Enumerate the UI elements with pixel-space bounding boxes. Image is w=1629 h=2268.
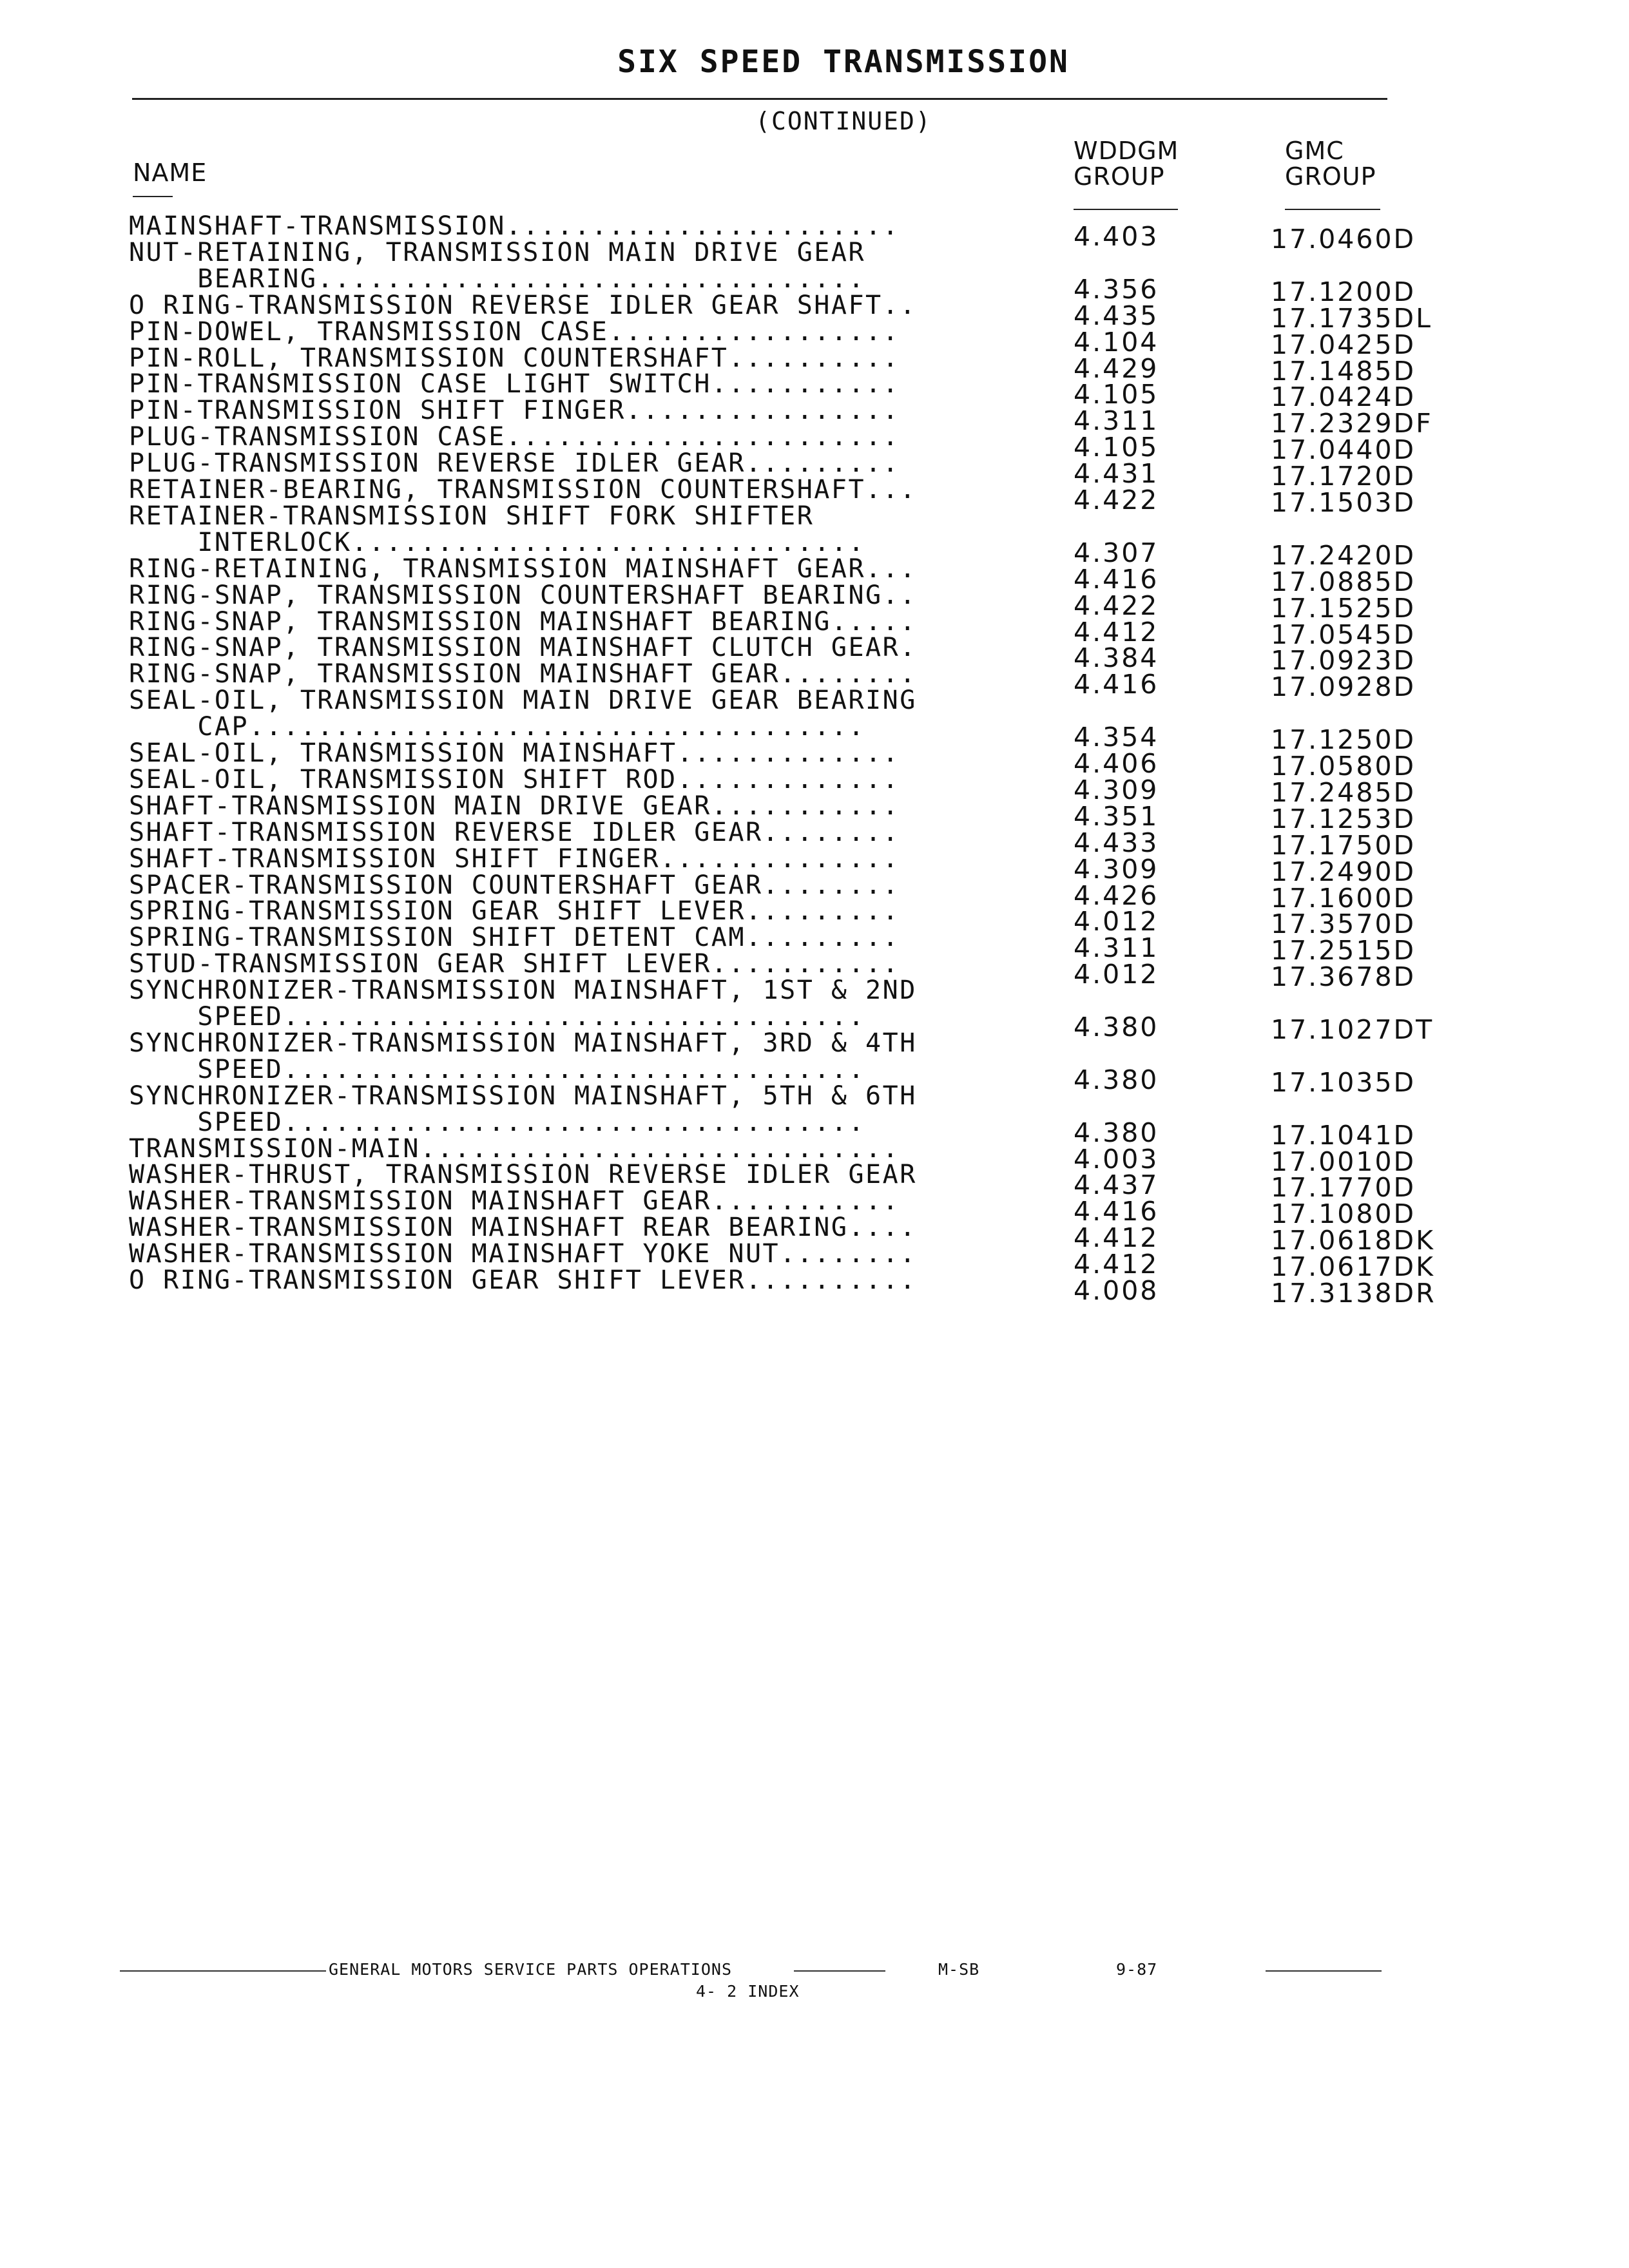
part-name: NUT-RETAINING, TRANSMISSION MAIN DRIVE GEAR	[129, 237, 866, 267]
part-name: SPACER-TRANSMISSION COUNTERSHAFT GEAR........	[129, 870, 900, 900]
gmc-group-value: 17.0617DK	[1271, 1251, 1436, 1283]
part-name: SEAL-OIL, TRANSMISSION MAINSHAFT.............	[129, 738, 900, 768]
gmc-group-value: 17.1600D	[1271, 882, 1416, 914]
wddgm-group-value: 4.309	[1074, 774, 1159, 805]
part-name: STUD-TRANSMISSION GEAR SHIFT LEVER...........	[129, 949, 900, 979]
part-name: PLUG-TRANSMISSION REVERSE IDLER GEAR.........	[129, 448, 900, 479]
part-name: PIN-TRANSMISSION SHIFT FINGER................	[129, 396, 900, 426]
part-name: MAINSHAFT-TRANSMISSION.......................	[129, 211, 900, 241]
wddgm-group-value: 4.356	[1074, 273, 1159, 305]
gmc-group-value: 17.1080D	[1271, 1198, 1416, 1230]
gmc-group-value: 17.1720D	[1271, 461, 1416, 492]
wddgm-group-value: 4.380	[1074, 1117, 1159, 1148]
wddgm-group-value: 4.008	[1074, 1275, 1159, 1306]
part-name: O RING-TRANSMISSION GEAR SHIFT LEVER..........	[129, 1265, 917, 1295]
gmc-group-value: 17.3570D	[1271, 908, 1416, 940]
wddgm-group-value: 4.412	[1074, 616, 1159, 648]
wddgm-group-value: 4.422	[1074, 590, 1159, 621]
column-header-gmc-group: GMC GROUP	[1285, 137, 1376, 191]
part-name: PIN-ROLL, TRANSMISSION COUNTERSHAFT..........	[129, 343, 900, 373]
gmc-group-value: 17.2329DF	[1271, 408, 1433, 439]
part-name: SYNCHRONIZER-TRANSMISSION MAINSHAFT, 5TH & 6TH	[129, 1081, 917, 1111]
part-name-continued: SPEED..................................	[129, 1054, 866, 1084]
gmc-group-value: 17.2485D	[1271, 776, 1416, 808]
wddgm-group-value: 4.429	[1074, 352, 1159, 384]
wddgm-group-value: 4.104	[1074, 326, 1159, 358]
wddgm-group-value: 4.311	[1074, 932, 1159, 964]
part-name: PIN-DOWEL, TRANSMISSION CASE.................	[129, 316, 900, 347]
wddgm-group-value: 4.105	[1074, 432, 1159, 463]
wddgm-group-value: 4.412	[1074, 1249, 1159, 1280]
gmc-group-value: 17.1503D	[1271, 487, 1416, 518]
wddgm-group-value: 4.380	[1074, 1064, 1159, 1095]
wddgm-group-value: 4.406	[1074, 748, 1159, 779]
part-name: WASHER-TRANSMISSION MAINSHAFT GEAR...........	[129, 1186, 900, 1216]
gmc-group-value: 17.0440D	[1271, 434, 1416, 466]
part-name: O RING-TRANSMISSION REVERSE IDLER GEAR SHAFT..	[129, 290, 917, 320]
part-name: SHAFT-TRANSMISSION SHIFT FINGER..............	[129, 843, 900, 874]
part-name: RETAINER-BEARING, TRANSMISSION COUNTERSHAFT...	[129, 475, 917, 505]
footer-org: GENERAL MOTORS SERVICE PARTS OPERATIONS	[329, 1960, 732, 1979]
part-name: SPRING-TRANSMISSION SHIFT DETENT CAM.........	[129, 923, 900, 953]
gmc-group-value: 17.0618DK	[1271, 1225, 1436, 1256]
page-title: SIX SPEED TRANSMISSION	[617, 44, 1070, 80]
part-name: SYNCHRONIZER-TRANSMISSION MAINSHAFT, 1ST & 2ND	[129, 975, 917, 1006]
gmc-group-value: 17.0580D	[1271, 751, 1416, 782]
footer-index: 4- 2 INDEX	[696, 1982, 800, 2001]
wddgm-group-value: 4.433	[1074, 827, 1159, 858]
part-name: RETAINER-TRANSMISSION SHIFT FORK SHIFTER	[129, 501, 815, 531]
wddgm-group-value: 4.403	[1074, 221, 1159, 252]
gmc-group-value: 17.2515D	[1271, 935, 1416, 966]
wddgm-group-value: 4.354	[1074, 722, 1159, 753]
part-name: RING-SNAP, TRANSMISSION MAINSHAFT BEARING.....	[129, 606, 917, 637]
gmc-group-value: 17.0885D	[1271, 566, 1416, 597]
page-subtitle: (CONTINUED)	[755, 107, 932, 135]
part-name: SPRING-TRANSMISSION GEAR SHIFT LEVER.........	[129, 896, 900, 927]
gmc-group-value: 17.0010D	[1271, 1146, 1416, 1177]
part-name: WASHER-TRANSMISSION MAINSHAFT YOKE NUT........	[129, 1239, 917, 1269]
part-name: TRANSMISSION-MAIN............................	[129, 1133, 900, 1164]
part-name-continued: INTERLOCK..............................	[129, 527, 866, 557]
gmc-group-value: 17.1027DT	[1271, 1014, 1434, 1045]
wddgm-group-value: 4.309	[1074, 853, 1159, 885]
wddgm-group-value: 4.416	[1074, 669, 1159, 700]
wddgm-group-value: 4.426	[1074, 879, 1159, 911]
part-name: SEAL-OIL, TRANSMISSION SHIFT ROD.............	[129, 764, 900, 794]
wddgm-group-value: 4.003	[1074, 1143, 1159, 1175]
part-name: SEAL-OIL, TRANSMISSION MAIN DRIVE GEAR BEARING	[129, 686, 917, 716]
gmc-group-value: 17.1200D	[1271, 276, 1416, 307]
wddgm-group-value: 4.431	[1074, 458, 1159, 490]
gmc-group-value: 17.1735DL	[1271, 302, 1432, 334]
wddgm-group-value: 4.012	[1074, 959, 1159, 990]
part-name: SHAFT-TRANSMISSION REVERSE IDLER GEAR........	[129, 817, 900, 847]
wddgm-group-value: 4.012	[1074, 906, 1159, 937]
gmc-group-value: 17.0460D	[1271, 224, 1416, 255]
wddgm-group-value: 4.311	[1074, 405, 1159, 437]
wddgm-group-value: 4.384	[1074, 642, 1159, 674]
column-header-wddgm-group: WDDGM GROUP	[1074, 137, 1179, 191]
part-name: SYNCHRONIZER-TRANSMISSION MAINSHAFT, 3RD & 4TH	[129, 1028, 917, 1058]
wddgm-group-value: 4.437	[1074, 1169, 1159, 1201]
wddgm-group-value: 4.105	[1074, 379, 1159, 410]
gmc-group-value: 17.1770D	[1271, 1172, 1416, 1204]
part-name: WASHER-THRUST, TRANSMISSION REVERSE IDLER GEAR	[129, 1160, 917, 1190]
gmc-group-value: 17.1041D	[1271, 1119, 1416, 1151]
gmc-group-value: 17.1525D	[1271, 592, 1416, 624]
footer-rule	[1266, 1970, 1382, 1972]
gmc-group-value: 17.1253D	[1271, 803, 1416, 834]
wddgm-group-value: 4.422	[1074, 485, 1159, 515]
part-name: RING-SNAP, TRANSMISSION COUNTERSHAFT BEARING..	[129, 580, 917, 610]
gmc-group-value: 17.0928D	[1271, 671, 1416, 703]
part-name: PIN-TRANSMISSION CASE LIGHT SWITCH...........	[129, 369, 900, 399]
wddgm-group-value: 4.416	[1074, 563, 1159, 595]
part-name-continued: BEARING................................	[129, 264, 866, 294]
part-name: WASHER-TRANSMISSION MAINSHAFT REAR BEARING....	[129, 1213, 917, 1243]
footer-rule	[120, 1970, 326, 1972]
part-name: RING-RETAINING, TRANSMISSION MAINSHAFT GEAR...	[129, 553, 917, 584]
gmc-group-value: 17.2420D	[1271, 539, 1416, 571]
gmc-group-value: 17.3138DR	[1271, 1278, 1436, 1309]
part-name: PLUG-TRANSMISSION CASE.......................	[129, 422, 900, 452]
gmc-group-value: 17.0545D	[1271, 619, 1416, 650]
wddgm-group-value: 4.412	[1074, 1222, 1159, 1254]
gmc-group-value: 17.1485D	[1271, 355, 1416, 387]
gmc-group-value: 17.1250D	[1271, 724, 1416, 756]
wddgm-group-value: 4.307	[1074, 537, 1159, 568]
gmc-group-value: 17.0923D	[1271, 645, 1416, 677]
wddgm-group-value: 4.435	[1074, 300, 1159, 331]
column-header-name: NAME	[133, 159, 207, 187]
wddgm-group-value: 4.351	[1074, 800, 1159, 832]
part-name: RING-SNAP, TRANSMISSION MAINSHAFT GEAR........	[129, 659, 917, 689]
gmc-group-value: 17.0424D	[1271, 381, 1416, 413]
wddgm-group-value: 4.380	[1074, 1012, 1159, 1043]
footer-rule	[794, 1970, 885, 1972]
gmc-group-value: 17.3678D	[1271, 961, 1416, 993]
part-name-continued: SPEED..................................	[129, 1002, 866, 1032]
gmc-group-value: 17.0425D	[1271, 329, 1416, 360]
part-name-continued: SPEED..................................	[129, 1107, 866, 1137]
part-name-continued: CAP....................................	[129, 712, 866, 742]
gmc-group-value: 17.2490D	[1271, 856, 1416, 887]
wddgm-group-value: 4.416	[1074, 1196, 1159, 1227]
part-name: RING-SNAP, TRANSMISSION MAINSHAFT CLUTCH GEAR.	[129, 633, 917, 663]
gmc-group-value: 17.1035D	[1271, 1066, 1416, 1098]
footer-code: M-SB	[938, 1960, 980, 1979]
gmc-group-value: 17.1750D	[1271, 829, 1416, 861]
footer-date: 9-87	[1116, 1960, 1158, 1979]
part-name: SHAFT-TRANSMISSION MAIN DRIVE GEAR...........	[129, 791, 900, 821]
